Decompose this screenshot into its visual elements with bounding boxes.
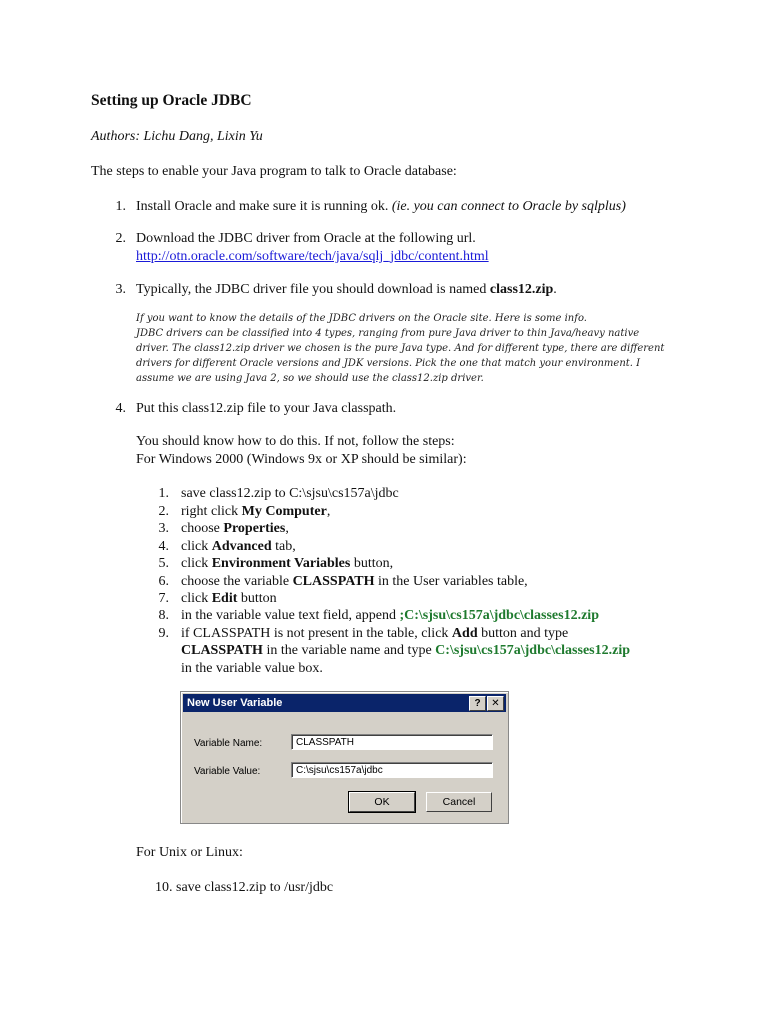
step-end: . — [553, 282, 557, 297]
substep-bold: My Computer — [241, 504, 327, 519]
substep-text: save class12.zip to C:\sjsu\cs157a\jdbc — [181, 486, 399, 501]
substep-post: button — [237, 591, 277, 606]
substep-bold: CLASSPATH — [292, 574, 375, 589]
substep-bold: Add — [451, 626, 478, 641]
step-number: 3. — [115, 282, 126, 297]
substep-8 — [155, 607, 599, 625]
substep-post: , — [285, 521, 289, 536]
substep-number: 10. — [155, 880, 173, 895]
substep-number: 6. — [158, 574, 169, 589]
substep-2 — [155, 503, 330, 521]
know-line: You should know how to do this. If not, follow the steps: — [136, 434, 455, 449]
step-2 — [104, 230, 476, 248]
substep-3 — [155, 520, 289, 538]
substep-text: click — [181, 591, 212, 606]
substep-bold: Environment Variables — [211, 556, 351, 571]
substep-9-line-3: in the variable value box. — [181, 661, 323, 676]
intro-text: The steps to enable your Java program to talk to Oracle database: — [91, 164, 457, 179]
step-text: Typically, the JDBC driver file you should download is named — [136, 282, 487, 297]
variable-name-field[interactable]: CLASSPATH — [291, 734, 493, 750]
driver-filename: class12.zip — [489, 282, 554, 297]
substep-6 — [155, 573, 528, 591]
substep-text: click — [181, 556, 212, 571]
step-1 — [104, 198, 626, 216]
help-icon[interactable]: ? — [469, 696, 486, 711]
step-text: Install Oracle and make sure it is running ok. — [136, 199, 389, 214]
substep-9-line-2 — [181, 642, 630, 660]
substep-number: 1. — [158, 486, 169, 501]
step-3 — [104, 281, 557, 299]
cancel-button[interactable]: Cancel — [426, 792, 492, 812]
substep-number: 5. — [158, 556, 169, 571]
substep-bold: CLASSPATH — [181, 643, 263, 658]
jdbc-download-link[interactable]: http://otn.oracle.com/software/tech/java/sqlj_jdbc/content.html — [136, 249, 489, 264]
driver-note-line: If you want to know the details of the JDBC drivers on the Oracle site. Here is some info. — [136, 313, 587, 324]
close-icon[interactable]: ✕ — [487, 696, 504, 711]
classpath-value: C:\sjsu\cs157a\jdbc\classes12.zip — [435, 643, 631, 658]
variable-value-field[interactable]: C:\sjsu\cs157a\jdbc — [291, 762, 493, 778]
dialog-titlebar — [183, 694, 506, 712]
substep-number: 7. — [158, 591, 169, 606]
ok-button[interactable]: OK — [349, 792, 415, 812]
substep-1 — [155, 485, 399, 503]
unix-line: For Unix or Linux: — [136, 845, 243, 860]
substep-bold: Edit — [211, 591, 238, 606]
classpath-value: ;C:\sjsu\cs157a\jdbc\classes12.zip — [399, 608, 599, 623]
substep-7 — [155, 590, 277, 608]
step-text: Download the JDBC driver from Oracle at the following url. — [136, 231, 476, 246]
variable-value-label: Variable Value: — [194, 766, 261, 777]
dialog-title: New User Variable — [187, 697, 283, 709]
step-number: 4. — [115, 401, 126, 416]
variable-name-label: Variable Name: — [194, 738, 263, 749]
substep-bold: Advanced — [211, 539, 272, 554]
step-text: Put this class12.zip file to your Java classpath. — [136, 401, 397, 416]
substep-text: in the variable name and type — [262, 643, 436, 658]
authors-line: Authors: Lichu Dang, Lixin Yu — [91, 129, 263, 144]
driver-note-line: driver. The class12.zip driver we chosen is the pure Java type. And for different type, there are different — [136, 343, 665, 354]
windows-line: For Windows 2000 (Windows 9x or XP should be similar): — [136, 452, 467, 467]
substep-post: button and type — [477, 626, 569, 641]
substep-10 — [155, 879, 333, 897]
step-note: (ie. you can connect to Oracle by sqlplus) — [391, 199, 626, 214]
substep-text: right click — [181, 504, 242, 519]
substep-post: , — [326, 504, 331, 519]
substep-text: click — [181, 539, 212, 554]
substep-4 — [155, 538, 296, 556]
step-4 — [104, 400, 396, 418]
substep-number: 8. — [158, 608, 169, 623]
substep-post: tab, — [271, 539, 296, 554]
driver-note-line: assume we are using Java 2, so we should use the class12.zip driver. — [136, 373, 484, 384]
page-title: Setting up Oracle JDBC — [91, 92, 252, 109]
substep-text: save class12.zip to /usr/jdbc — [176, 880, 334, 895]
substep-number: 9. — [158, 626, 169, 641]
substep-number: 2. — [158, 504, 169, 519]
step-number: 1. — [115, 199, 126, 214]
driver-note-line: drivers for different Oracle versions and JDK versions. Pick the one that match your environment. I — [136, 358, 641, 369]
substep-bold: Properties — [223, 521, 286, 536]
substep-5 — [155, 555, 393, 573]
substep-text: choose — [181, 521, 224, 536]
substep-number: 3. — [158, 521, 169, 536]
new-user-variable-dialog — [180, 691, 509, 824]
substep-text: if CLASSPATH is not present in the table, click — [181, 626, 452, 641]
substep-text: in the variable value text field, append — [181, 608, 400, 623]
substep-post: in the User variables table, — [374, 574, 528, 589]
substep-text: choose the variable — [181, 574, 293, 589]
step-number: 2. — [115, 231, 126, 246]
driver-note-line: JDBC drivers can be classified into 4 types, ranging from pure Java driver to thin Java/heavy native — [136, 328, 640, 339]
substep-post: button, — [350, 556, 394, 571]
substep-number: 4. — [158, 539, 169, 554]
substep-9 — [155, 625, 568, 643]
